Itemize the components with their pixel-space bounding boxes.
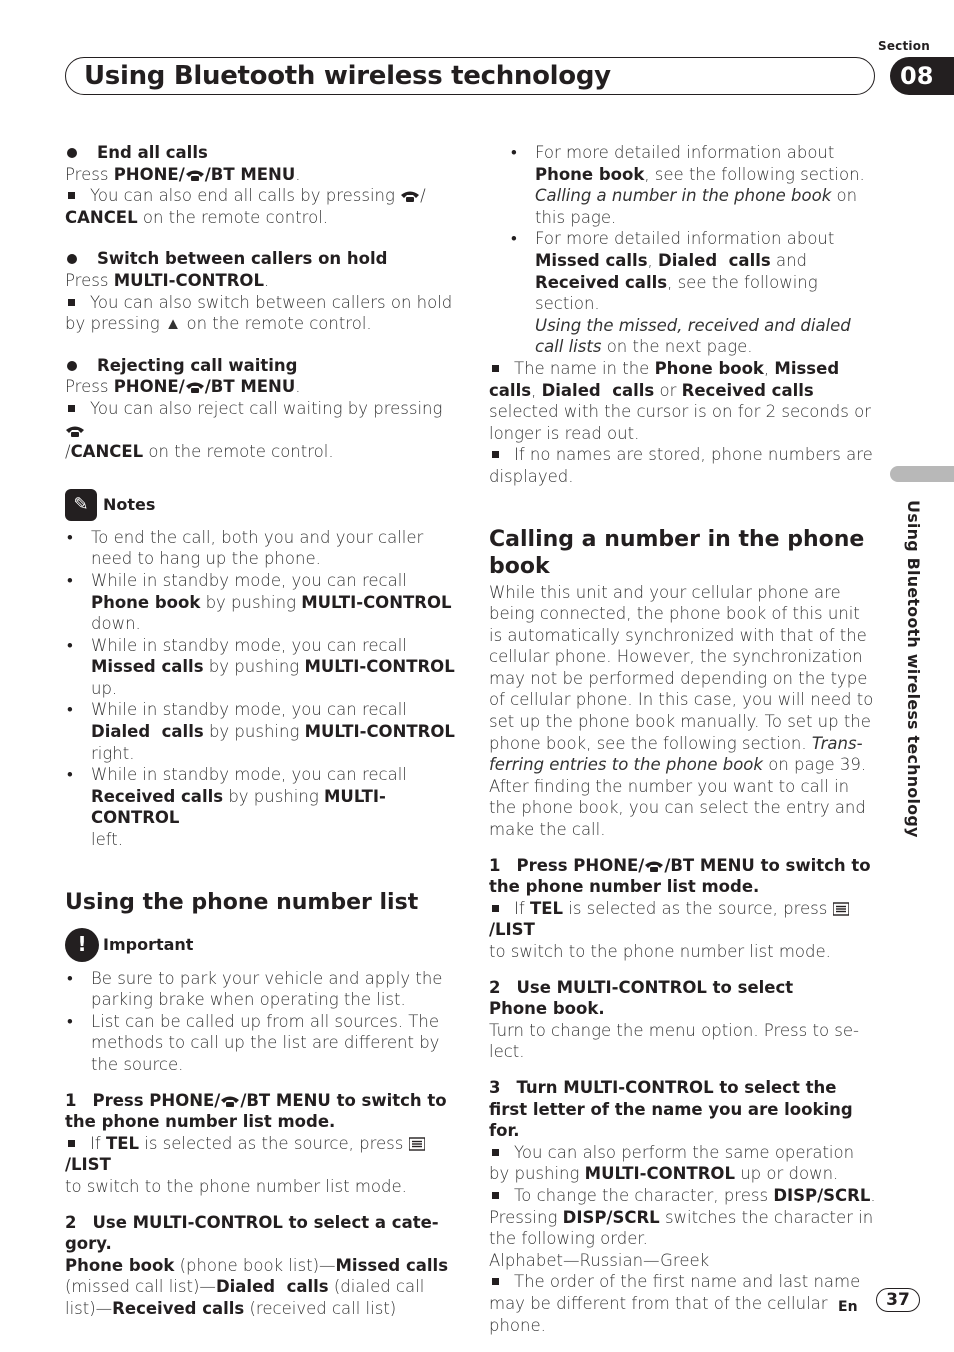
received-calls-term: Received calls	[91, 786, 224, 806]
phone-icon	[220, 1094, 240, 1108]
list-icon	[833, 902, 849, 916]
phone-icon	[185, 380, 205, 394]
calling-body	[489, 582, 877, 841]
dialed-calls-term: Dialed calls	[541, 380, 655, 400]
multi-control-key: MULTI-CONTROL	[301, 592, 452, 612]
step-text: /BT MENU to switch to the phone number list mode.	[65, 1090, 447, 1132]
square-bullet-icon	[68, 192, 75, 199]
dialed-calls-term: Dialed calls	[91, 722, 204, 742]
press-word: Press	[65, 164, 109, 184]
right-column	[489, 142, 877, 1336]
side-tab-label: Using Bluetooth wireless technology	[904, 500, 923, 838]
tip-text: If	[514, 898, 525, 918]
list-item	[65, 635, 460, 700]
category-desc: (received call list)	[249, 1298, 397, 1318]
info-text: , see the following section.	[535, 272, 818, 314]
info-text: , see the following section.	[644, 164, 865, 184]
more-info-list	[489, 142, 877, 358]
square-bullet-icon	[492, 905, 499, 912]
section-label: Section	[878, 39, 930, 53]
note-text: right.	[91, 743, 135, 763]
missed-calls-term: Missed calls	[535, 250, 648, 270]
list-item	[65, 699, 460, 764]
category-desc: (dialed call list)—	[65, 1277, 425, 1318]
phone-list-step-1	[65, 1090, 460, 1133]
tip-text: is selected as the source, press	[568, 898, 828, 918]
press-word: Press	[65, 270, 109, 290]
multi-control-key: MULTI-CONTROL	[304, 657, 455, 677]
phone-icon	[400, 189, 420, 203]
phone-list-section-title: Using the phone number list	[65, 889, 419, 915]
comma: ,	[531, 380, 537, 400]
phone-book-term: Phone book	[654, 358, 764, 378]
switch-callers-tip	[65, 292, 460, 335]
note-text: by pushing	[205, 592, 296, 612]
list-item	[509, 142, 877, 228]
cancel-key: CANCEL	[70, 442, 144, 462]
tip-text: switches the character in the following order.	[489, 1207, 874, 1249]
list-item: • Be sure to park your vehicle and apply the parking brake when operating the list.	[65, 968, 460, 1011]
step-text: Phone book.	[489, 999, 605, 1019]
multi-control-key: MULTI-CONTROL	[584, 1164, 735, 1184]
btmenu-key: /BT MENU	[204, 164, 296, 184]
square-bullet-icon	[492, 1149, 499, 1156]
name-readout-tip	[489, 358, 877, 444]
square-bullet-icon	[492, 451, 499, 458]
phone-key: PHONE/	[113, 164, 185, 184]
dialed-calls-term: Dialed calls	[215, 1277, 329, 1297]
received-calls-term: Received calls	[112, 1298, 245, 1318]
left-column	[65, 142, 460, 1320]
step-number: 3	[489, 1077, 501, 1097]
calling-step-3	[489, 1077, 877, 1142]
phone-key: PHONE/	[113, 377, 185, 397]
tip-text: If no names are stored, phone numbers are displayed.	[489, 445, 873, 486]
change-character-tip	[489, 1185, 877, 1271]
notes-header	[65, 489, 460, 521]
step-number: 1	[489, 855, 501, 875]
period: .	[295, 164, 301, 184]
step-text: /BT MENU to switch to the phone number list mode.	[489, 855, 871, 897]
phone-list-step-2	[65, 1212, 460, 1255]
phone-book-term: Phone book	[91, 592, 201, 612]
tip-text: selected with the cursor is on for 2 seconds or longer is read out.	[489, 402, 871, 443]
note-text: up.	[91, 678, 118, 698]
tip-text: You can also reject call waiting by pressing	[90, 398, 443, 418]
multi-control-key: MULTI-CONTROL	[91, 786, 386, 828]
tip-text: or	[659, 380, 677, 400]
info-text: on the next page.	[606, 337, 753, 357]
category-list	[65, 1255, 460, 1320]
page-title: Using Bluetooth wireless technology	[84, 61, 611, 91]
phone-list-step-1-tip	[65, 1133, 460, 1198]
comma: ,	[763, 358, 770, 378]
list-item	[65, 764, 460, 850]
disp-scrl-key: DISP/SCRL	[773, 1185, 871, 1205]
tip-text: is selected as the source, press	[144, 1133, 404, 1153]
received-calls-term: Received calls	[681, 380, 814, 400]
cancel-key: CANCEL	[65, 207, 138, 227]
exclamation-icon: !	[65, 928, 99, 962]
tel-term: TEL	[105, 1133, 139, 1153]
calling-section-title: Calling a number in the phone book	[489, 526, 865, 579]
rejecting-instruction	[65, 376, 460, 398]
comma: ,	[647, 250, 653, 270]
disp-scrl-key: DISP/SCRL	[562, 1207, 660, 1227]
category-desc: (missed call list)—	[65, 1277, 216, 1297]
note-text: by pushing	[228, 786, 319, 806]
character-order: Alphabet—Russian—Greek	[489, 1250, 710, 1270]
phone-icon	[185, 168, 205, 182]
tip-text: The name in the	[514, 358, 650, 378]
body-text: on page 39.	[768, 755, 867, 775]
tip-text: You can also switch between callers on hold	[90, 292, 453, 312]
note-text: While in standby mode, you can recall	[91, 570, 407, 590]
switch-callers-heading: Switch between callers on hold	[65, 248, 460, 270]
rejecting-tip	[65, 398, 460, 463]
note-text: While in standby mode, you can recall	[91, 700, 407, 720]
calling-step-3-tip	[489, 1142, 877, 1185]
tip-text: You can also end all calls by pressing	[90, 186, 395, 206]
phone-icon	[65, 424, 85, 438]
tip-text: by pressing ▲ on the remote control.	[65, 314, 372, 334]
step-text: Use MULTI-CONTROL to select a cate-gory.	[65, 1212, 439, 1254]
page-number: 37	[876, 1288, 920, 1312]
calling-step-1	[489, 855, 877, 898]
period: .	[295, 377, 301, 397]
list-item: • List can be called up from all sources. The methods to call up the list are different by the source.	[65, 1011, 460, 1076]
phone-icon	[644, 859, 664, 873]
note-text: by pushing	[208, 722, 300, 742]
section-reference: Using the missed, received and dialed call lists	[535, 315, 851, 357]
note-text: by pushing	[208, 657, 300, 677]
calling-step-2-desc: Turn to change the menu option. Press to se-lect.	[489, 1020, 859, 1062]
note-text: left.	[91, 830, 123, 850]
tip-text: You can also perform the same operation by pushing	[489, 1142, 855, 1184]
received-calls-term: Received calls	[535, 272, 668, 292]
multi-control-key: MULTI-CONTROL	[113, 270, 264, 290]
important-label: Important	[103, 934, 194, 954]
notes-label: Notes	[103, 494, 156, 514]
square-bullet-icon	[492, 365, 499, 372]
phone-book-term: Phone book	[535, 164, 645, 184]
step-text: Press PHONE/	[516, 855, 645, 875]
tip-text: to switch to the phone number list mode.	[489, 942, 831, 961]
info-text: For more detailed information about	[535, 143, 835, 162]
square-bullet-icon	[68, 299, 75, 306]
step-text: Turn MULTI-CONTROL to select the first letter of the name you are looking for.	[489, 1077, 853, 1141]
section-reference: Trans-ferring entries to the phone book	[489, 733, 863, 775]
missed-calls-term: Missed calls	[91, 657, 204, 677]
important-list	[65, 968, 460, 1076]
rejecting-heading: Rejecting call waiting	[65, 355, 460, 377]
step-number: 2	[489, 977, 501, 997]
square-bullet-icon	[492, 1192, 499, 1199]
list-key: /LIST	[65, 1155, 111, 1175]
end-calls-tip	[65, 185, 460, 228]
category-desc: (phone book list)—	[179, 1255, 336, 1275]
step-text: Press PHONE/	[92, 1090, 221, 1110]
list-item	[509, 228, 877, 358]
tip-text: To change the character, press	[514, 1185, 769, 1205]
note-text: down.	[91, 614, 141, 634]
important-header	[65, 928, 460, 962]
note-text: While in standby mode, you can recall	[91, 765, 407, 785]
section-reference: Calling a number in the phone book	[535, 186, 832, 206]
pencil-note-icon: ✎	[65, 489, 97, 521]
tip-text: to switch to the phone number list mode.	[65, 1176, 407, 1196]
tip-text: Pressing	[489, 1207, 558, 1227]
missed-calls-term: Missed calls	[489, 358, 840, 400]
square-bullet-icon	[492, 1278, 499, 1285]
tip-text: up or down.	[740, 1164, 839, 1184]
end-calls-heading: End all calls	[65, 142, 460, 164]
tip-text: The order of the first name and last name may be different from that of the cellular phone.	[489, 1272, 861, 1335]
tip-text: If	[90, 1133, 101, 1153]
list-item: • To end the call, both you and your caller need to hang up the phone.	[65, 527, 460, 570]
switch-callers-instruction	[65, 270, 460, 292]
square-bullet-icon	[68, 405, 75, 412]
end-calls-instruction	[65, 164, 460, 186]
period: .	[263, 270, 270, 290]
missed-calls-term: Missed calls	[335, 1255, 449, 1275]
step-text: Use MULTI-CONTROL to select	[516, 977, 794, 997]
calling-step-1-tip	[489, 898, 877, 963]
language-label: En	[838, 1299, 858, 1315]
note-text: While in standby mode, you can recall	[91, 635, 407, 655]
info-text: and	[775, 250, 807, 270]
list-icon	[409, 1137, 425, 1151]
slash: /	[65, 442, 71, 462]
tip-text: on the remote control.	[148, 442, 334, 462]
press-word: Press	[65, 377, 109, 397]
tip-text: on the remote control.	[142, 207, 329, 227]
list-key: /LIST	[489, 920, 535, 940]
step-number: 1	[65, 1090, 77, 1110]
no-names-tip	[489, 444, 877, 487]
body-text: While this unit and your cellular phone are being connected, the phone book of this unit is automatically synchronized with that of the cellular phone. However, the synchronization may not be performed depending on the type of cellular phone. In this case, you will need to set up the phone book manually. To set up the phone book, see the following section.	[489, 582, 874, 753]
body-text: After finding the number you want to call in the phone book, you can select the entry and make the call.	[489, 776, 866, 840]
dialed-calls-term: Dialed calls	[658, 250, 771, 270]
phone-book-term: Phone book	[65, 1255, 175, 1275]
notes-list	[65, 527, 460, 851]
slash: /	[420, 186, 426, 206]
name-order-tip	[489, 1271, 877, 1336]
info-text: For more detailed information about	[535, 229, 835, 249]
btmenu-key: /BT MENU	[204, 377, 296, 397]
square-bullet-icon	[68, 1140, 75, 1147]
multi-control-key: MULTI-CONTROL	[304, 722, 455, 742]
list-item	[65, 570, 460, 635]
side-tab-bar	[890, 466, 954, 482]
info-text: on this page.	[535, 186, 858, 227]
calling-step-2	[489, 977, 877, 1020]
period: .	[870, 1185, 876, 1205]
section-number-tab: 08	[890, 57, 954, 95]
step-number: 2	[65, 1212, 77, 1232]
tel-term: TEL	[529, 898, 563, 918]
